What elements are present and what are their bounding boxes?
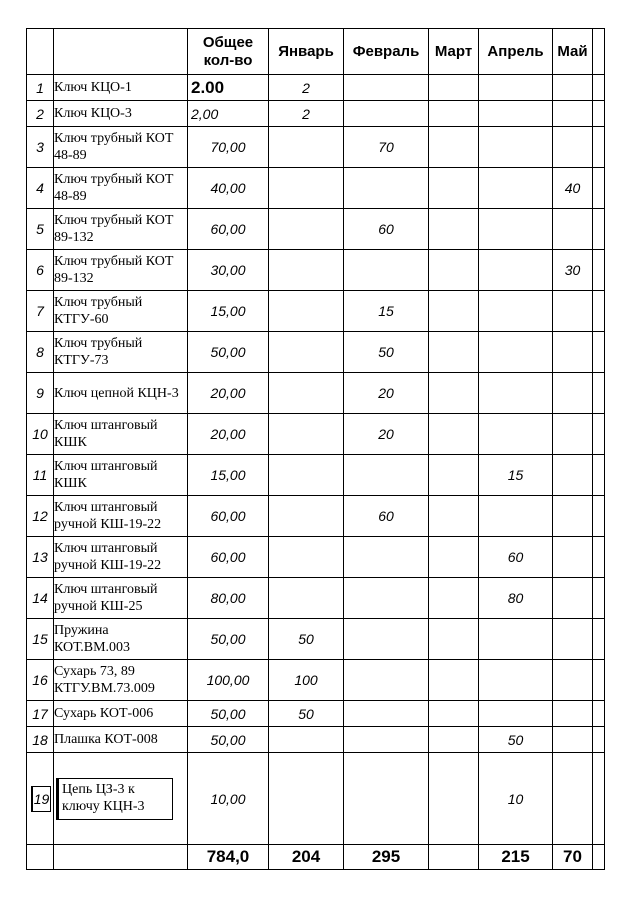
totals-extra	[593, 845, 605, 870]
total-quantity: 60,00	[188, 537, 269, 578]
qty-march	[429, 660, 479, 701]
qty-march	[429, 101, 479, 127]
qty-april	[479, 250, 553, 291]
qty-may	[553, 701, 593, 727]
qty-extra	[593, 127, 605, 168]
qty-january	[269, 578, 344, 619]
row-number: 13	[27, 537, 54, 578]
qty-march	[429, 75, 479, 101]
total-quantity: 2,00	[188, 101, 269, 127]
qty-march	[429, 496, 479, 537]
qty-may	[553, 101, 593, 127]
item-name: Ключ трубный КТГУ-73	[54, 332, 188, 373]
qty-february	[344, 101, 429, 127]
qty-february	[344, 168, 429, 209]
qty-january	[269, 414, 344, 455]
row-number: 10	[27, 414, 54, 455]
table-row	[27, 578, 605, 619]
header-name	[54, 29, 188, 75]
qty-march	[429, 373, 479, 414]
qty-may	[553, 496, 593, 537]
qty-april	[479, 209, 553, 250]
qty-march	[429, 250, 479, 291]
table-row	[27, 291, 605, 332]
item-name: Ключ штанговый КШК	[54, 455, 188, 496]
qty-extra	[593, 619, 605, 660]
row-number: 3	[27, 127, 54, 168]
qty-january: 2	[269, 101, 344, 127]
total-quantity: 50,00	[188, 701, 269, 727]
totals-february: 295	[344, 845, 429, 870]
qty-may: 30	[553, 250, 593, 291]
total-quantity: 15,00	[188, 291, 269, 332]
qty-april	[479, 701, 553, 727]
header-total: Общее кол-во	[188, 29, 269, 75]
totals-row	[27, 845, 605, 870]
table-row	[27, 373, 605, 414]
qty-february: 15	[344, 291, 429, 332]
qty-march	[429, 727, 479, 753]
qty-february: 60	[344, 496, 429, 537]
row-number: 17	[27, 701, 54, 727]
qty-january	[269, 753, 344, 845]
qty-extra	[593, 250, 605, 291]
qty-january	[269, 455, 344, 496]
qty-february	[344, 455, 429, 496]
total-quantity: 20,00	[188, 414, 269, 455]
qty-march	[429, 291, 479, 332]
total-quantity: 50,00	[188, 332, 269, 373]
qty-may	[553, 414, 593, 455]
qty-february	[344, 537, 429, 578]
total-quantity: 30,00	[188, 250, 269, 291]
qty-january: 50	[269, 701, 344, 727]
qty-march	[429, 455, 479, 496]
qty-march	[429, 414, 479, 455]
item-name: Ключ цепной КЦН-3	[54, 373, 188, 414]
qty-may	[553, 727, 593, 753]
qty-january: 50	[269, 619, 344, 660]
qty-january	[269, 727, 344, 753]
table-row	[27, 414, 605, 455]
qty-april: 15	[479, 455, 553, 496]
qty-april	[479, 75, 553, 101]
qty-march	[429, 753, 479, 845]
row-number: 5	[27, 209, 54, 250]
qty-extra	[593, 660, 605, 701]
qty-march	[429, 619, 479, 660]
header-march: Март	[429, 29, 479, 75]
row-number: 4	[27, 168, 54, 209]
qty-april: 80	[479, 578, 553, 619]
qty-extra	[593, 168, 605, 209]
qty-march	[429, 537, 479, 578]
row-number: 8	[27, 332, 54, 373]
qty-january	[269, 537, 344, 578]
total-quantity: 15,00	[188, 455, 269, 496]
qty-may	[553, 619, 593, 660]
item-name: Пружина КОТ.ВМ.003	[54, 619, 188, 660]
table-row	[27, 496, 605, 537]
row-number: 11	[27, 455, 54, 496]
item-name: Ключ КЦО-3	[54, 101, 188, 127]
qty-extra	[593, 101, 605, 127]
totals-january: 204	[269, 845, 344, 870]
qty-may	[553, 373, 593, 414]
qty-may	[553, 578, 593, 619]
item-name: Ключ трубный КОТ 48-89	[54, 168, 188, 209]
total-quantity: 80,00	[188, 578, 269, 619]
table-row	[27, 701, 605, 727]
header-february: Февраль	[344, 29, 429, 75]
item-name: Ключ штанговый ручной КШ-25	[54, 578, 188, 619]
qty-february: 60	[344, 209, 429, 250]
qty-extra	[593, 578, 605, 619]
procurement-table	[26, 28, 605, 870]
row-number: 1	[27, 75, 54, 101]
row-number: 7	[27, 291, 54, 332]
totals-total: 784,0	[188, 845, 269, 870]
qty-extra	[593, 414, 605, 455]
table-row	[27, 753, 605, 845]
qty-march	[429, 209, 479, 250]
header-extra	[593, 29, 605, 75]
table-row	[27, 660, 605, 701]
total-quantity: 40,00	[188, 168, 269, 209]
qty-march	[429, 332, 479, 373]
table-row	[27, 455, 605, 496]
qty-april	[479, 619, 553, 660]
table-row	[27, 250, 605, 291]
item-name: Ключ трубный КОТ 48-89	[54, 127, 188, 168]
qty-april	[479, 291, 553, 332]
qty-april	[479, 414, 553, 455]
item-name	[54, 753, 188, 845]
qty-january	[269, 250, 344, 291]
qty-april: 50	[479, 727, 553, 753]
header-row	[27, 29, 605, 75]
qty-january	[269, 496, 344, 537]
qty-may	[553, 660, 593, 701]
qty-january	[269, 127, 344, 168]
item-name: Ключ штанговый ручной КШ-19-22	[54, 537, 188, 578]
qty-february	[344, 660, 429, 701]
row-number-text: 19	[31, 786, 52, 812]
qty-january: 2	[269, 75, 344, 101]
item-name: Ключ штанговый ручной КШ-19-22	[54, 496, 188, 537]
qty-may	[553, 753, 593, 845]
item-name: Ключ КЦО-1	[54, 75, 188, 101]
item-name: Ключ трубный КОТ 89-132	[54, 250, 188, 291]
table-row	[27, 727, 605, 753]
total-quantity: 60,00	[188, 496, 269, 537]
qty-april: 10	[479, 753, 553, 845]
row-number: 14	[27, 578, 54, 619]
totals-may: 70	[553, 845, 593, 870]
qty-february: 20	[344, 373, 429, 414]
table-row	[27, 75, 605, 101]
table-row	[27, 619, 605, 660]
qty-extra	[593, 209, 605, 250]
total-quantity: 50,00	[188, 619, 269, 660]
qty-april	[479, 101, 553, 127]
item-name: Ключ трубный КОТ 89-132	[54, 209, 188, 250]
qty-january: 100	[269, 660, 344, 701]
qty-extra	[593, 753, 605, 845]
qty-april	[479, 332, 553, 373]
total-quantity: 20,00	[188, 373, 269, 414]
qty-february	[344, 753, 429, 845]
qty-march	[429, 168, 479, 209]
qty-extra	[593, 75, 605, 101]
row-number: 15	[27, 619, 54, 660]
totals-num	[27, 845, 54, 870]
item-name: Сухарь 73, 89 КТГУ.ВМ.73.009	[54, 660, 188, 701]
totals-march	[429, 845, 479, 870]
qty-january	[269, 373, 344, 414]
total-quantity: 10,00	[188, 753, 269, 845]
qty-may	[553, 332, 593, 373]
table-row	[27, 168, 605, 209]
qty-january	[269, 291, 344, 332]
header-april: Апрель	[479, 29, 553, 75]
item-name: Сухарь КОТ-006	[54, 701, 188, 727]
total-quantity: 100,00	[188, 660, 269, 701]
table-row	[27, 127, 605, 168]
header-may: Май	[553, 29, 593, 75]
qty-february: 70	[344, 127, 429, 168]
qty-may	[553, 127, 593, 168]
qty-march	[429, 701, 479, 727]
header-january: Январь	[269, 29, 344, 75]
table-row	[27, 101, 605, 127]
row-number: 18	[27, 727, 54, 753]
row-number: 6	[27, 250, 54, 291]
qty-extra	[593, 537, 605, 578]
header-num	[27, 29, 54, 75]
qty-april: 60	[479, 537, 553, 578]
item-name: Плашка КОТ-008	[54, 727, 188, 753]
qty-extra	[593, 291, 605, 332]
qty-may	[553, 455, 593, 496]
qty-february	[344, 619, 429, 660]
qty-april	[479, 373, 553, 414]
qty-february: 50	[344, 332, 429, 373]
qty-extra	[593, 727, 605, 753]
qty-february: 20	[344, 414, 429, 455]
total-quantity: 70,00	[188, 127, 269, 168]
qty-january	[269, 209, 344, 250]
table-row	[27, 209, 605, 250]
qty-march	[429, 578, 479, 619]
qty-april	[479, 660, 553, 701]
qty-april	[479, 168, 553, 209]
total-quantity: 2.00	[188, 75, 269, 101]
table-row	[27, 332, 605, 373]
totals-april: 215	[479, 845, 553, 870]
qty-february	[344, 727, 429, 753]
qty-may: 40	[553, 168, 593, 209]
qty-february	[344, 250, 429, 291]
row-number: 12	[27, 496, 54, 537]
row-number: 16	[27, 660, 54, 701]
row-number: 9	[27, 373, 54, 414]
qty-may	[553, 537, 593, 578]
row-number	[27, 753, 54, 845]
qty-extra	[593, 701, 605, 727]
item-name-text: Цепь ЦЗ-3 к ключу КЦН-3	[56, 778, 173, 820]
qty-may	[553, 209, 593, 250]
qty-may	[553, 75, 593, 101]
table-row	[27, 537, 605, 578]
qty-may	[553, 291, 593, 332]
qty-march	[429, 127, 479, 168]
total-quantity: 50,00	[188, 727, 269, 753]
qty-february	[344, 578, 429, 619]
qty-january	[269, 332, 344, 373]
item-name: Ключ трубный КТГУ-60	[54, 291, 188, 332]
total-quantity: 60,00	[188, 209, 269, 250]
qty-february	[344, 701, 429, 727]
qty-january	[269, 168, 344, 209]
qty-extra	[593, 455, 605, 496]
qty-extra	[593, 496, 605, 537]
qty-february	[344, 75, 429, 101]
totals-name	[54, 845, 188, 870]
item-name: Ключ штанговый КШК	[54, 414, 188, 455]
qty-april	[479, 496, 553, 537]
qty-extra	[593, 332, 605, 373]
qty-april	[479, 127, 553, 168]
qty-extra	[593, 373, 605, 414]
row-number: 2	[27, 101, 54, 127]
